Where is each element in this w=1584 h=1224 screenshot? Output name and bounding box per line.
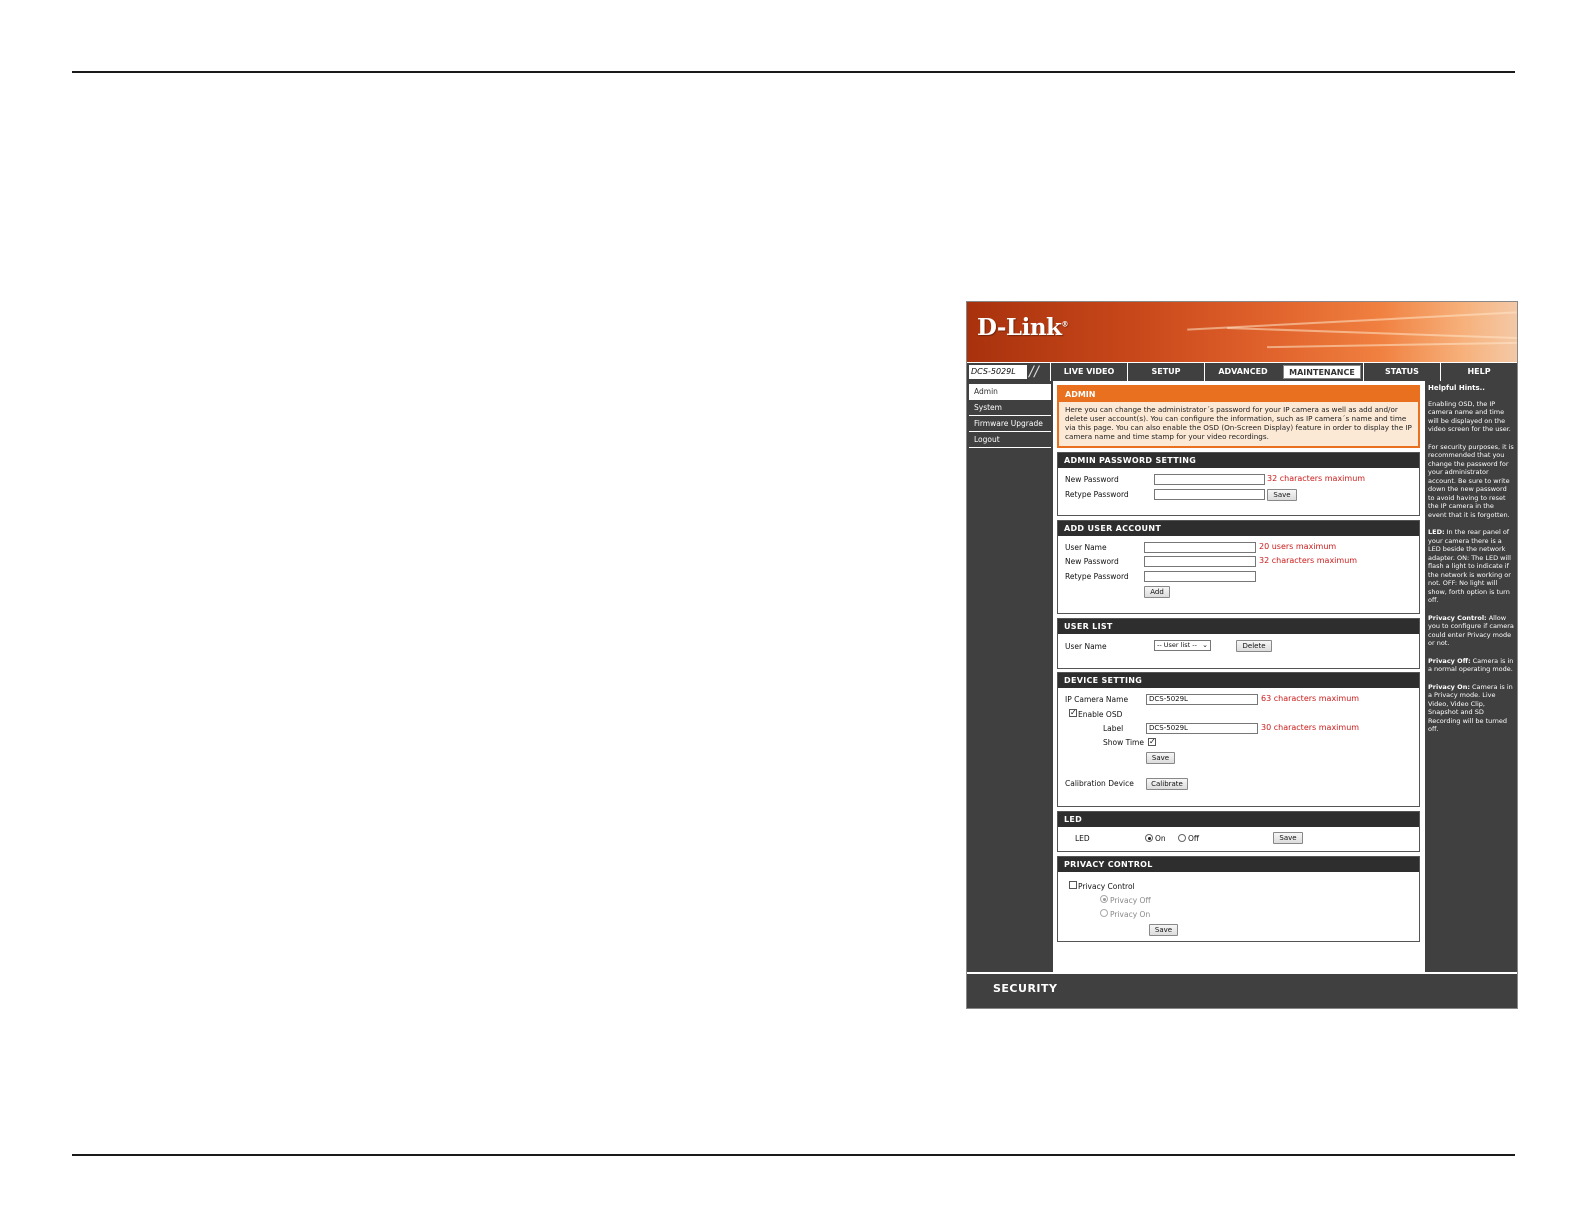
admin-password-save-button[interactable]: Save (1267, 489, 1297, 501)
admin-password-heading: ADMIN PASSWORD SETTING (1058, 453, 1419, 468)
main-content (1053, 381, 1425, 972)
user-list-select[interactable]: -- User list -- ⌄ (1154, 640, 1211, 651)
calibration-label: Calibration Device (1065, 779, 1134, 788)
user-new-password-label: New Password (1065, 557, 1119, 566)
admin-intro-text: Here you can change the administrator´s password for your IP camera as well as add and/or delete user account(s). You can configure the information, such as IP camera´s name and time via this page. You can also enable the OSD (On-Screen Display) feature in order to display the IP camera name and time stamp for your video recordings. (1065, 405, 1412, 441)
add-user-password-hint: 32 characters maximum (1259, 556, 1358, 565)
user-list-name-label: User Name (1065, 642, 1107, 651)
tab-status[interactable]: STATUS (1363, 363, 1440, 381)
led-section (1057, 811, 1420, 852)
top-nav-bar (967, 362, 1517, 382)
admin-new-password-input[interactable] (1154, 474, 1265, 485)
new-password-label: New Password (1065, 475, 1119, 484)
privacy-on-label: Privacy On (1110, 910, 1151, 919)
enable-osd-label: Enable OSD (1078, 710, 1123, 719)
user-retype-password-label: Retype Password (1065, 572, 1129, 581)
show-time-checkbox[interactable]: ✓ (1149, 737, 1156, 746)
privacy-control-checkbox[interactable] (1069, 881, 1077, 889)
camera-web-ui-screenshot (966, 301, 1518, 1009)
hint-privacy-on: Privacy On: Camera is in a Privacy mode. Live Video, Video Clip, Snapshot and SD Recording will be turned off. (1428, 682, 1513, 733)
hint-security: For security purposes, it is recommended that you change the password for your administrator account. Be sure to write down the new password to avoid having to reset the IP camera in the event that it is forgotten. (1428, 442, 1514, 519)
dlink-banner (967, 302, 1517, 362)
privacy-control-heading: PRIVACY CONTROL (1058, 857, 1419, 872)
footer-security-label: SECURITY (993, 982, 1058, 995)
add-user-section (1057, 520, 1420, 614)
sidebar-item-admin[interactable]: Admin (969, 384, 1051, 400)
sidebar-item-firmware-upgrade[interactable]: Firmware Upgrade (969, 416, 1051, 432)
led-on-label: On (1155, 834, 1166, 843)
hint-privacy-off: Privacy Off: Camera is in a normal operating mode. (1428, 656, 1514, 673)
led-save-button[interactable]: Save (1273, 832, 1303, 844)
add-user-heading: ADD USER ACCOUNT (1058, 521, 1419, 536)
tab-maintenance[interactable]: MAINTENANCE (1283, 365, 1361, 379)
led-off-label: Off (1188, 834, 1200, 843)
privacy-on-radio[interactable] (1100, 909, 1108, 917)
sidebar (967, 381, 1053, 972)
led-off-radio[interactable] (1178, 834, 1186, 842)
tab-help[interactable]: HELP (1440, 363, 1517, 381)
privacy-save-button[interactable]: Save (1149, 924, 1178, 936)
sidebar-item-system[interactable]: System (969, 400, 1051, 416)
admin-heading: ADMIN (1059, 387, 1418, 402)
delete-user-button[interactable]: Delete (1236, 640, 1272, 652)
hint-privacy-control: Privacy Control: Allow you to configure if camera could enter Privacy mode or not. (1428, 613, 1514, 647)
calibrate-button[interactable]: Calibrate (1146, 778, 1188, 790)
privacy-control-section (1057, 856, 1420, 942)
add-user-name-hint: 20 users maximum (1259, 542, 1337, 551)
helpful-hints-panel (1425, 381, 1517, 972)
sidebar-item-logout[interactable]: Logout (969, 432, 1051, 448)
add-user-password-input[interactable] (1144, 556, 1256, 567)
tab-live-video[interactable]: LIVE VIDEO (1050, 363, 1127, 381)
camera-name-label: IP Camera Name (1065, 695, 1129, 704)
enable-osd-checkbox[interactable]: ✓ (1070, 708, 1077, 717)
divider-slashes: / / (1029, 364, 1037, 380)
retype-password-label: Retype Password (1065, 490, 1129, 499)
admin-retype-password-input[interactable] (1154, 489, 1265, 500)
osd-label-label: Label (1103, 724, 1124, 733)
led-label: LED (1075, 834, 1090, 843)
admin-password-section (1057, 452, 1420, 516)
top-rule (72, 71, 1515, 73)
chevron-down-icon: ⌄ (1202, 641, 1208, 649)
user-name-label: User Name (1065, 543, 1107, 552)
add-user-name-input[interactable] (1144, 542, 1256, 553)
osd-label-input[interactable]: DCS-5029L (1146, 723, 1258, 734)
model-label: DCS-5029L (969, 365, 1027, 379)
add-user-retype-input[interactable] (1144, 571, 1256, 582)
show-time-label: Show Time (1103, 738, 1144, 747)
hint-led: LED: In the rear panel of your camera there is a LED beside the network adapter. ON: The LED will flash a light to indicate if the network is working or not. OFF: No light will show, forth option is turn off. (1428, 528, 1511, 604)
tab-setup[interactable]: SETUP (1127, 363, 1204, 381)
dlink-logo: D-Link® (977, 314, 1068, 341)
user-list-section (1057, 618, 1420, 669)
led-heading: LED (1058, 812, 1419, 827)
admin-new-password-hint: 32 characters maximum (1267, 474, 1366, 483)
add-user-button[interactable]: Add (1144, 586, 1170, 598)
hint-osd: Enabling OSD, the IP camera name and time will be displayed on the video screen for the user. (1428, 399, 1511, 433)
osd-label-hint: 30 characters maximum (1261, 723, 1360, 732)
camera-name-hint: 63 characters maximum (1261, 694, 1360, 703)
privacy-control-label: Privacy Control (1078, 882, 1135, 891)
device-save-button[interactable]: Save (1146, 752, 1175, 764)
camera-name-input[interactable]: DCS-5029L (1146, 694, 1258, 705)
user-list-heading: USER LIST (1058, 619, 1419, 634)
footer-bar (967, 972, 1517, 1009)
privacy-off-radio[interactable] (1100, 895, 1108, 903)
device-setting-section (1057, 672, 1420, 807)
admin-intro-section (1057, 385, 1420, 448)
device-setting-heading: DEVICE SETTING (1058, 673, 1419, 688)
led-on-radio[interactable] (1145, 834, 1153, 842)
privacy-off-label: Privacy Off (1110, 896, 1151, 905)
hints-title: Helpful Hints.. (1428, 384, 1485, 392)
tab-advanced[interactable]: ADVANCED (1204, 363, 1281, 381)
bottom-rule (72, 1154, 1515, 1156)
